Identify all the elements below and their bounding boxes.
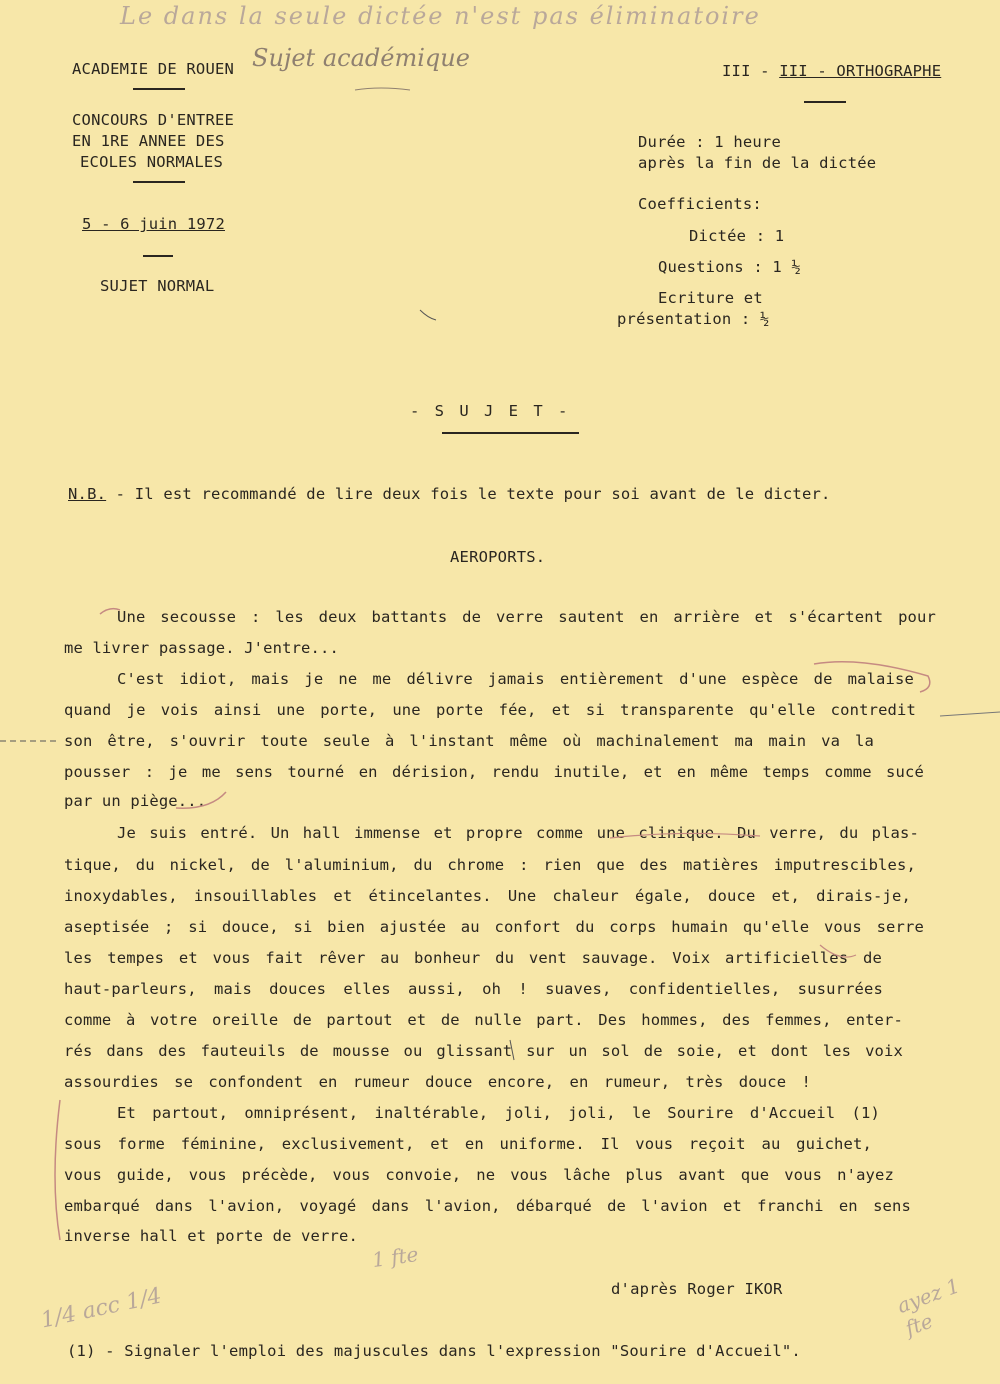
footnote: (1) - Signaler l'emploi des majuscules dans l'expression "Sourire d'Accueil". — [67, 1342, 801, 1360]
attribution: d'après Roger IKOR — [611, 1280, 783, 1298]
text-line: assourdies se confondent en rumeur douce encore, en rumeur, très douce ! — [64, 1073, 811, 1091]
section-title-underlined: III - ORTHOGRAPHE — [779, 62, 942, 80]
subject-type: SUJET NORMAL — [100, 277, 215, 295]
text-line: Et partout, omniprésent, inaltérable, joli, joli, le Sourire d'Accueil (1) — [117, 1104, 880, 1122]
text-line: rés dans des fauteuils de mousse ou glissant sur un sol de soie, et dont les voix — [64, 1042, 903, 1060]
handwritten-bottom-left: 1/4 acc 1/4 — [38, 1283, 164, 1334]
contest-line-2: EN 1RE ANNEE DES — [72, 132, 225, 150]
text-line: pousser : je me sens tourné en dérision, rendu inutile, et en même temps comme sucé — [64, 763, 924, 781]
text-line: inoxydables, insouillables et étincelantes. Une chaleur égale, douce et, dirais-je, — [64, 887, 911, 905]
duration-line-1: Durée : 1 heure — [638, 133, 781, 151]
text-line: les tempes et vous fait rêver au bonheur du vent sauvage. Voix artificielles de — [64, 949, 882, 967]
sujet-title: - S U J E T - — [410, 402, 571, 420]
coef-ecriture-1: Ecriture et — [658, 289, 763, 307]
text-line: embarqué dans l'avion, voyagé dans l'avion, débarqué de l'avion et franchi en sens — [64, 1197, 911, 1215]
handwritten-bottom-right: ayez 1 fte — [893, 1273, 963, 1341]
exam-date: 5 - 6 juin 1972 — [82, 215, 225, 233]
handwritten-mid-note: 1 fte — [370, 1241, 420, 1273]
text-line: vous guide, vous précède, vous convoie, ne vous lâche plus avant que vous n'ayez — [64, 1166, 894, 1184]
text-line: par un piège... — [64, 792, 207, 810]
nb-label: N.B. — [68, 485, 107, 503]
coef-dictee: Dictée : 1 — [689, 227, 785, 245]
text-line: tique, du nickel, de l'aluminium, du chrome : rien que des matières imputrescibles, — [64, 856, 916, 874]
contest-line-3: ECOLES NORMALES — [80, 153, 223, 171]
text-line: Je suis entré. Un hall immense et propre comme une clinique. Du verre, du plas- — [117, 824, 919, 842]
section-title: III - III - ORTHOGRAPHE — [722, 62, 942, 80]
text-line: aseptisée ; si douce, si bien ajustée au confort du corps humain qu'elle vous serre — [64, 918, 924, 936]
contest-line-1: CONCOURS D'ENTREE — [72, 111, 235, 129]
text-line: haut-parleurs, mais douces elles aussi, oh ! suaves, confidentielles, susurrées — [64, 980, 883, 998]
text-line: quand je vois ainsi une porte, une porte fée, et si transparente qu'elle contredit — [64, 701, 916, 719]
duration-line-2: après la fin de la dictée — [638, 154, 877, 172]
coefficients-label: Coefficients: — [638, 195, 762, 213]
handwritten-academic-note: Sujet académique — [252, 44, 470, 72]
text-line: me livrer passage. J'entre... — [64, 639, 339, 657]
text-line: C'est idiot, mais je ne me délivre jamais entièrement d'une espèce de malaise — [117, 670, 914, 688]
text-line: Une secousse : les deux battants de verre sautent en arrière et s'écartent pour — [117, 608, 936, 626]
text-line: inverse hall et porte de verre. — [64, 1227, 358, 1245]
text-line: son être, s'ouvrir toute seule à l'instant même où machinalement ma main va la — [64, 732, 874, 750]
text-title: AEROPORTS. — [450, 548, 546, 566]
text-line: sous forme féminine, exclusivement, et en uniforme. Il vous reçoit au guichet, — [64, 1135, 872, 1153]
handwritten-top-note: Le dans la seule dictée n'est pas éliminatoire — [120, 2, 761, 30]
text-line: comme à votre oreille de partout et de nulle part. Des hommes, des femmes, enter- — [64, 1011, 903, 1029]
academy-name: ACADEMIE DE ROUEN — [72, 60, 235, 78]
nb-text: - Il est recommandé de lire deux fois le texte pour soi avant de le dicter. — [106, 485, 831, 503]
coef-questions: Questions : 1 ½ — [658, 258, 801, 276]
coef-ecriture-2: présentation : ½ — [617, 310, 770, 328]
